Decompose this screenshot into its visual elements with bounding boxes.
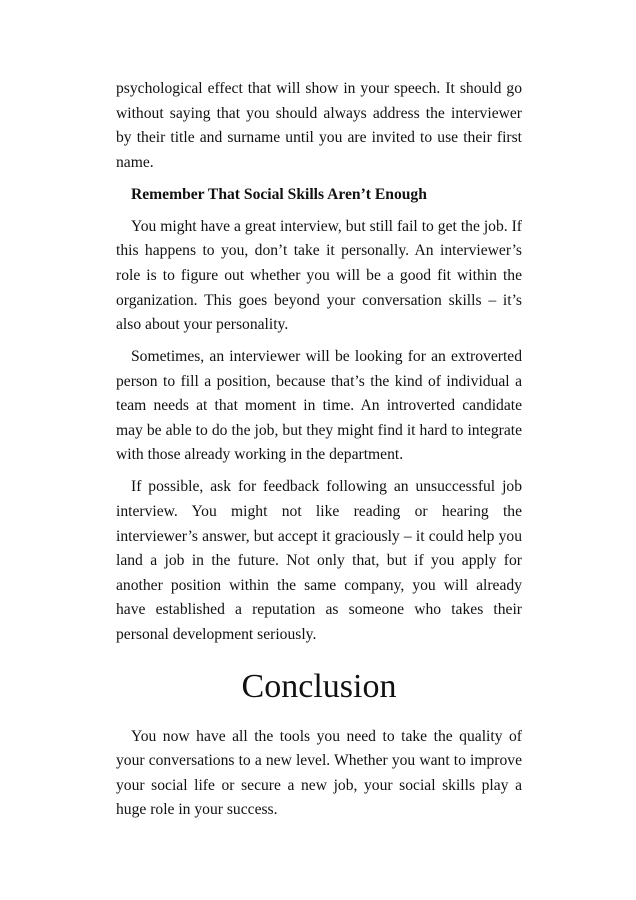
body-paragraph-1: You might have a great interview, but still fail to get the job. If this happens to you, don’t take it personally. An interviewer’s role is to figure out whether you will be a good fit within the organization. This goes beyond your conversation skills – it’s also about your personality. (116, 217, 522, 334)
conclusion-paragraph: You now have all the tools you need to take the quality of your conversations to a new level. Whether you want to improve your social life or secure a new job, your social skills play a huge role in your success. (116, 727, 522, 819)
body-paragraph-3: If possible, ask for feedback following an unsuccessful job interview. You might not like reading or hearing the interviewer’s answer, but accept it graciously – it could help you land a job in the future. Not only that, but if you apply for another position within the same company, you will already have established a reputation as someone who takes their personal development seriously. (116, 478, 522, 644)
section-heading: Remember That Social Skills Aren’t Enough (131, 185, 427, 203)
chapter-title: Conclusion (241, 667, 397, 705)
document-page (116, 77, 522, 830)
continued-paragraph: psychological effect that will show in your speech. It should go without saying that you should always address the interviewer by their title and surname until you are invited to use their first name. (116, 80, 522, 171)
body-paragraph-2: Sometimes, an interviewer will be looking for an extroverted person to fill a position, because that’s the kind of individual a team needs at that moment in time. An introverted candidate may be able to do the job, but they might find it hard to integrate with those already working in the department. (116, 348, 522, 464)
